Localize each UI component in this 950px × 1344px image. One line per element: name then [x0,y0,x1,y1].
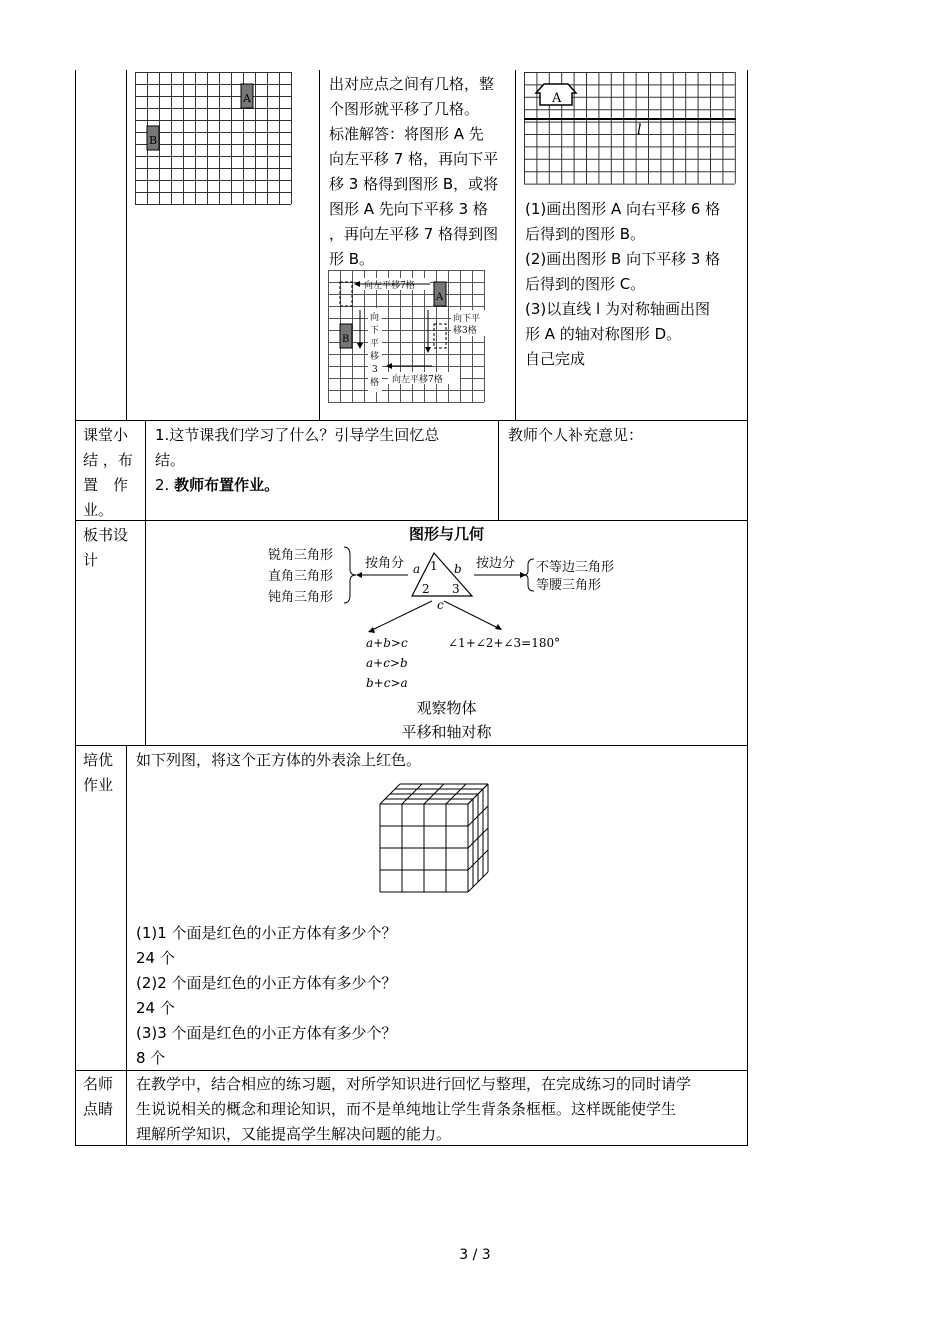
text-line: ，再向左平移 7 格得到图 [329,225,499,243]
grid2-left-arrow-char: 下 [370,326,380,336]
translation-grid-figure-1 [135,72,297,206]
tri-side-b: b [454,562,462,576]
grid1-label-b: B [149,134,158,147]
symmetry-grid-figure [524,72,736,190]
diagram-left-item: 钝角三角形 [268,590,334,605]
text-line: 移 3 格得到图形 B，或将 [329,175,499,193]
teacher-note-label: 教师个人补充意见： [508,426,644,444]
grid2-left-arrow-char: 向 [370,313,380,323]
board-title: 图形与几何 [408,525,484,543]
teacher-tips-content: 在教学中，结合相应的练习题，对所学知识进行回忆与整理，在完成练习的同时请学 生说说相关的概念和理论知识，而不是单纯地让学生背条条框框。这样既能使学生 理解所学知识，又能提高学生解决问题的能力。 [136,1075,692,1143]
extension-intro: 如下列图，将这个正方体的外表涂上红色。 [136,751,422,769]
triangle-classification-diagram [262,545,632,695]
text-line: 形 B。 [329,250,375,268]
diagram-left-item: 直角三角形 [268,569,334,584]
text-line: 标准解答：将图形 A 先 [329,125,484,143]
inequality: a+c>b [366,656,408,670]
triangle [412,553,472,596]
text-line: 形 A 的轴对称图形 D。 [525,325,682,343]
summary-content: 1.这节课我们学习了什么？引导学生回忆总 结。 2. 教师布置作业。 [155,426,440,494]
grid2-label-b: B [342,334,350,345]
text-line: (2)画出图形 B 向下平移 3 格 [525,250,721,268]
board-sub-2: 平移和轴对称 [401,723,492,741]
answer: 8 个 [136,1049,166,1067]
grid2-right-arrow-label-1: 向下平 [453,314,481,324]
inequality: b+c>a [366,676,408,690]
board-sub-1: 观察物体 [416,699,477,717]
row-label-teacher-tips: 名师 点睛 [83,1075,114,1118]
answer: 24 个 [136,949,175,967]
by-angle-label: 按角分 [365,556,405,571]
text-line: 个图形就平移了几格。 [329,100,480,118]
text-line: 向左平移 7 格，再向下平 [329,150,499,168]
grid2-top-arrow-label: 向左平移7格 [364,281,415,291]
translation-grid-figure-2 [328,270,490,404]
row-label-board-design: 板书设 计 [83,526,129,569]
angle-sum: ∠1+∠2+∠3=180° [448,636,561,650]
grid2-right-arrow-label-2: 移3格 [453,326,477,336]
cube-figure [376,774,500,896]
grid2-left-arrow-char: 格 [370,378,380,388]
tri-side-c: c [437,598,444,612]
inequality: a+b>c [366,636,408,650]
homework-assignment: 教师布置作业。 [174,476,280,494]
angle-3: 3 [452,582,460,596]
grid3-label-l: l [637,122,642,138]
grid2-left-arrow-char: 3 [372,365,378,375]
question: (2)2 个面是红色的小正方体有多少个？ [136,974,397,992]
tri-side-a: a [413,562,421,576]
grid2-label-a: A [436,292,444,303]
diagram-left-item: 锐角三角形 [268,548,334,563]
diagram-right-item: 等腰三角形 [536,578,602,593]
grid3-label-a: A [552,91,562,106]
answer: 24 个 [136,999,175,1017]
diagram-right-item: 不等边三角形 [536,560,615,575]
text-line: 自己完成 [525,350,586,368]
text-line: 后得到的图形 B。 [525,225,646,243]
question: (1)1 个面是红色的小正方体有多少个？ [136,924,397,942]
page-number: 3 / 3 [459,1247,491,1263]
grid1-label-a: A [243,92,251,105]
grid2-left-arrow-char: 平 [370,339,380,349]
row-label-summary: 课堂小 结 ，布 置 作 业。 [83,426,133,519]
by-side-label: 按边分 [476,556,516,571]
extension-questions [136,921,736,1071]
text-line: (1)画出图形 A 向右平移 6 格 [525,200,721,218]
text-line: 出对应点之间有几格，整 [329,75,495,93]
row-label-extension: 培优 作业 [83,751,114,794]
grid2-left-arrow-char: 移 [370,352,380,362]
text-line: (3)以直线 l 为对称轴画出图 [525,300,710,318]
grid2-bottom-arrow-label: 向左平移7格 [392,375,443,385]
text-line: 图形 A 先向下平移 3 格 [329,200,488,218]
exercise-text [525,197,747,372]
text-line: 后得到的图形 C。 [525,275,646,293]
question: (3)3 个面是红色的小正方体有多少个？ [136,1024,397,1042]
angle-1: 1 [430,559,438,573]
solution-text [329,72,514,272]
angle-2: 2 [422,582,430,596]
